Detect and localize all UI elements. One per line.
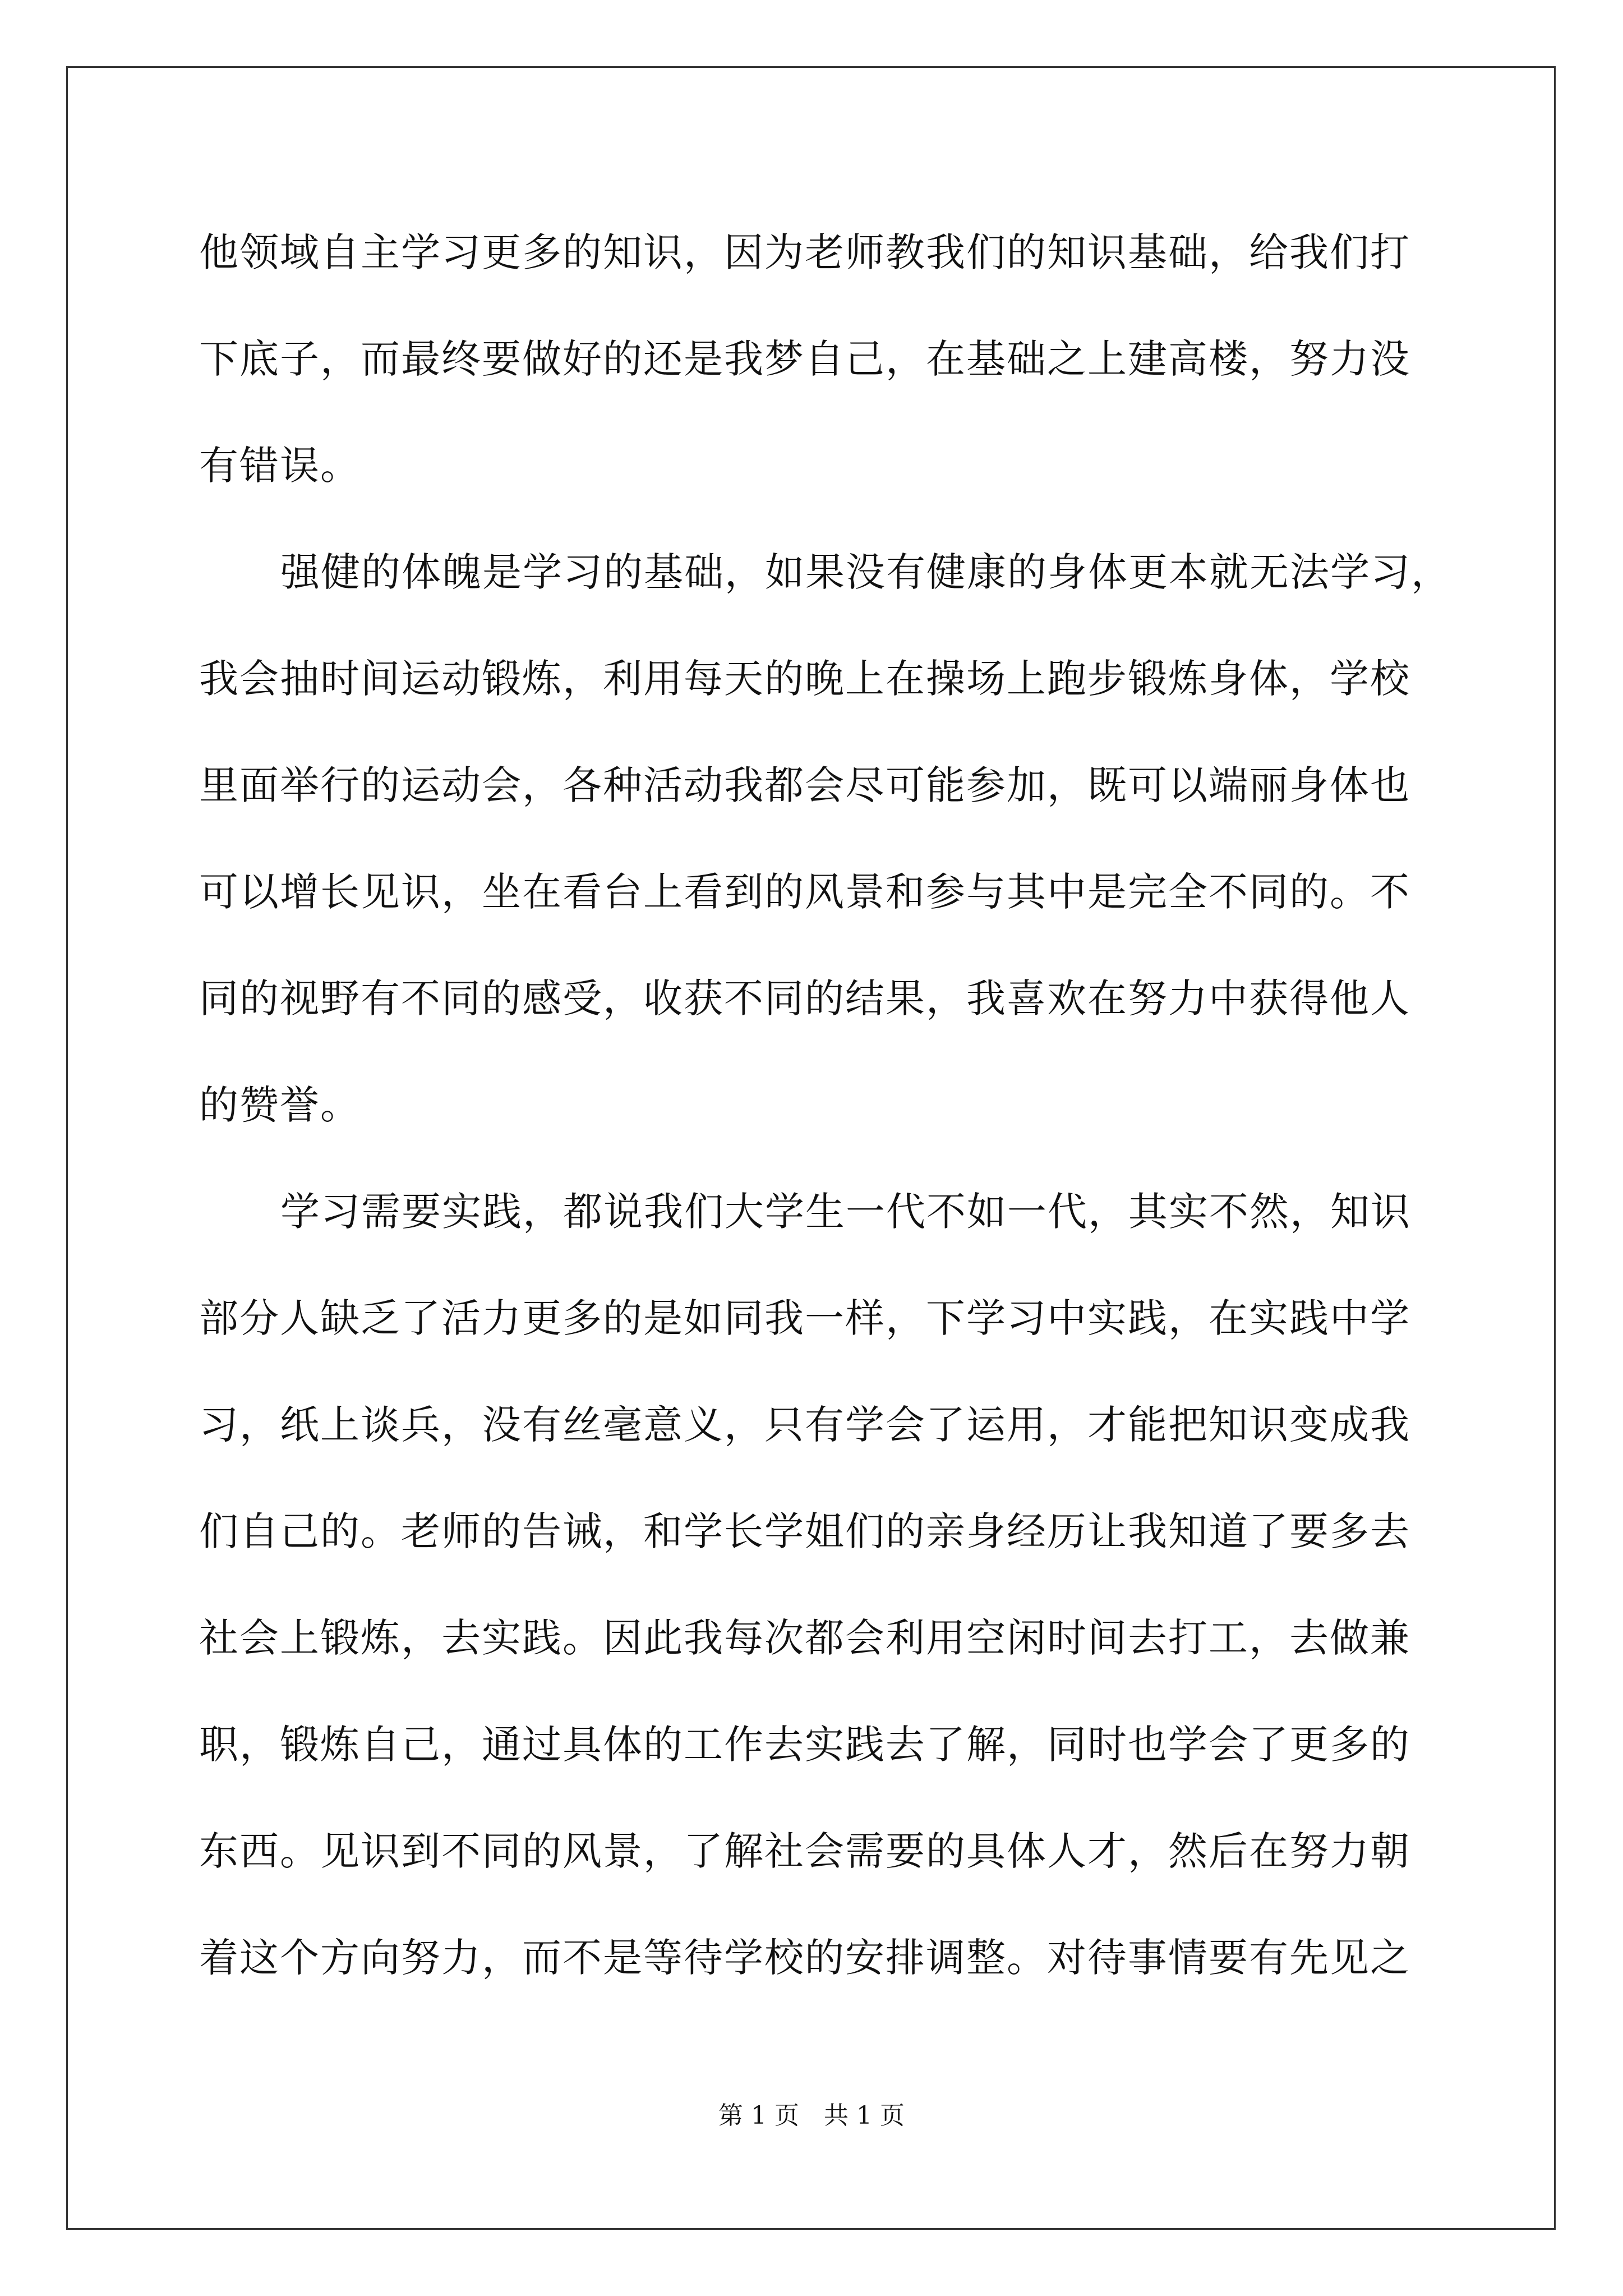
text-line: 的赞誉。 <box>199 1082 361 1128</box>
text-line: 们自己的。老师的告诫，和学长学姐们的亲身经历让我知道了要多去 <box>199 1508 1410 1554</box>
text-line: 社会上锻炼，去实践。因此我每次都会利用空闲时间去打工，去做兼 <box>199 1615 1410 1661</box>
text-line: 有错误。 <box>199 443 361 489</box>
text-line: 东西。见识到不同的风景，了解社会需要的具体人才，然后在努力朝 <box>199 1828 1410 1874</box>
text-line: 他领域自主学习更多的知识，因为老师教我们的知识基础，给我们打 <box>199 229 1410 275</box>
text-line: 同的视野有不同的感受，收获不同的结果，我喜欢在努力中获得他人 <box>199 976 1410 1022</box>
text-line: 可以增长见识，坐在看台上看到的风景和参与其中是完全不同的。不 <box>199 869 1410 915</box>
paragraph-start-line: 学习需要实践，都说我们大学生一代不如一代，其实不然，知识 <box>280 1189 1411 1235</box>
paragraph-start-line: 强健的体魄是学习的基础，如果没有健康的身体更本就无法学习， <box>280 549 1451 595</box>
text-line: 部分人缺乏了活力更多的是如同我一样，下学习中实践，在实践中学 <box>199 1295 1410 1341</box>
page-number-footer: 第 1 页 共 1 页 <box>718 2101 905 2130</box>
text-line: 我会抽时间运动锻炼，利用每天的晚上在操场上跑步锻炼身体，学校 <box>199 656 1410 702</box>
text-line: 下底子，而最终要做好的还是我梦自己，在基础之上建高楼，努力没 <box>199 336 1410 382</box>
text-line: 着这个方向努力，而不是等待学校的安排调整。对待事情要有先见之 <box>199 1935 1410 1981</box>
text-line: 里面举行的运动会，各种活动我都会尽可能参加，既可以端丽身体也 <box>199 762 1410 808</box>
text-line: 习，纸上谈兵，没有丝毫意义，只有学会了运用，才能把知识变成我 <box>199 1402 1410 1448</box>
text-line: 职，锻炼自己，通过具体的工作去实践去了解，同时也学会了更多的 <box>199 1722 1410 1768</box>
